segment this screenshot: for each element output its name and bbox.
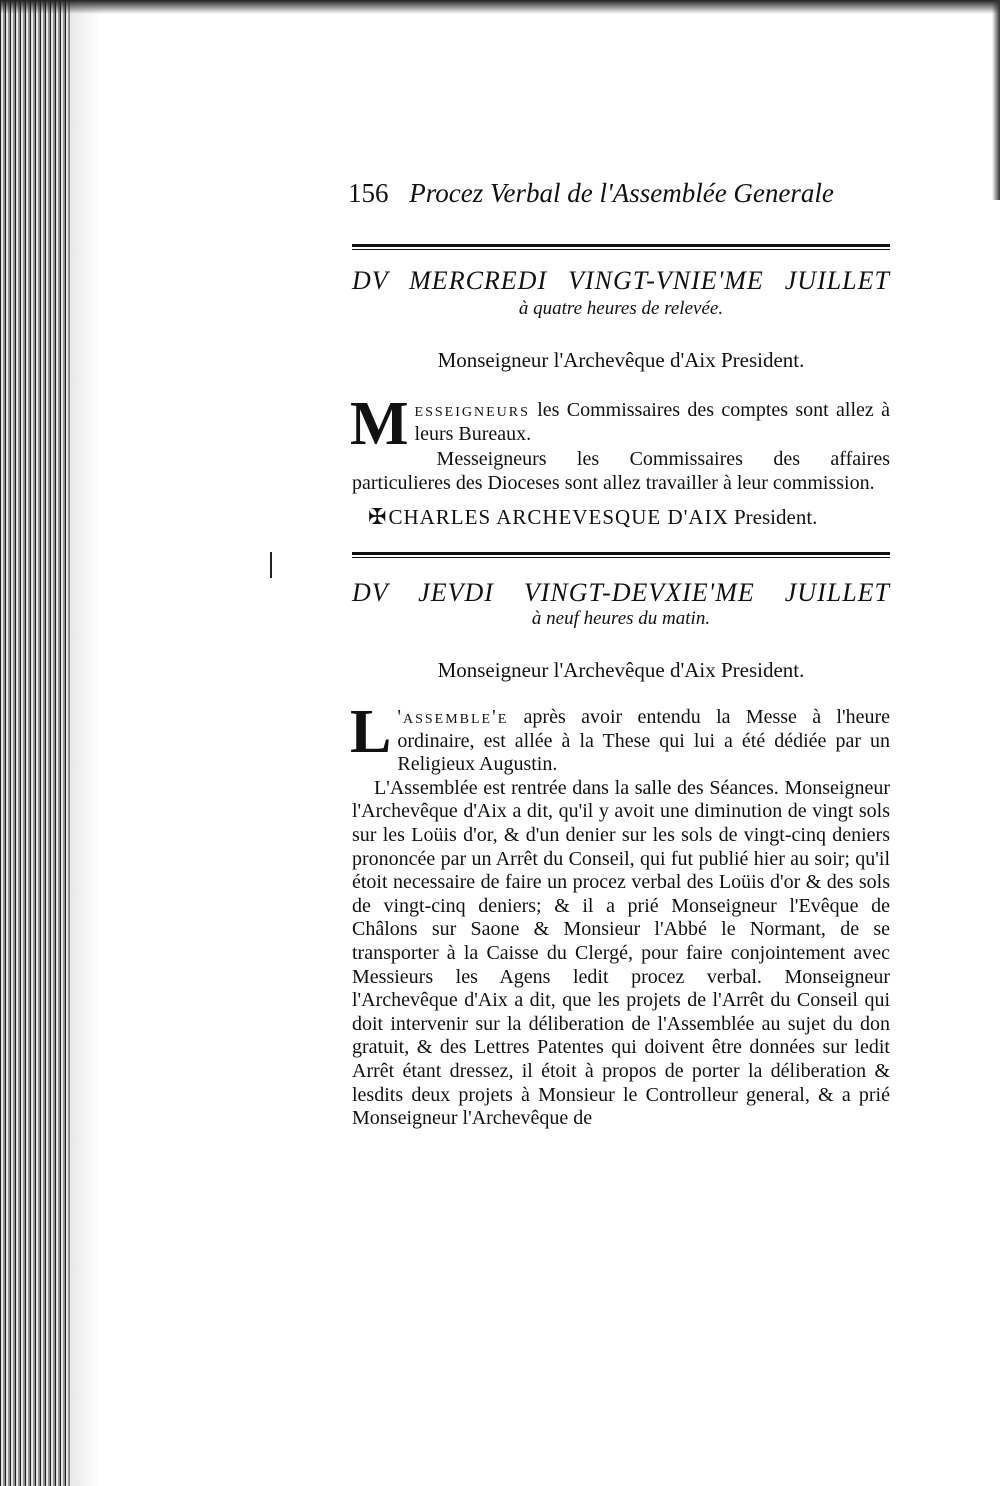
right-shadow	[992, 0, 1000, 200]
session1-body	[350, 390, 890, 495]
signature-title: President.	[728, 505, 818, 529]
session2-smallcaps-opening: 'assemble'e	[397, 706, 509, 728]
session2-paragraph-1-text: après avoir entendu la Messe à l'heure ordinaire, est allée à la These qui lui a été dédiée par un Religieux Augustin.	[397, 706, 890, 776]
session2-president: Monseigneur l'Archevêque d'Aix President.	[437, 658, 805, 682]
gutter-shadow	[70, 0, 100, 1486]
section-rule-1	[352, 244, 890, 247]
session2-paragraph-1	[350, 698, 890, 777]
dropcap-l: L	[350, 698, 392, 766]
session1-paragraph-2: Messeigneurs les Commissaires des affaires particulieres des Dioceses sont allez travailler à leur commission.	[352, 447, 890, 494]
book-page-edge	[0, 0, 70, 1486]
page-number: 156	[348, 178, 389, 208]
signature-name: CHARLES ARCHEVESQUE D'AIX	[388, 505, 729, 529]
cross-icon: ✠	[368, 504, 387, 529]
section-rule-2	[352, 552, 890, 555]
session1-paragraph-1	[350, 390, 890, 458]
session1-paragraph-1-text: les Commissaires des comptes sont allez à leurs Bureaux.	[414, 399, 890, 446]
session2-body	[350, 698, 890, 1131]
session2-time: à neuf heures du matin.	[531, 608, 711, 629]
running-title: Procez Verbal de l'Assemblée Generale	[409, 178, 834, 208]
session1-president: Monseigneur l'Archevêque d'Aix President.	[437, 348, 805, 372]
gutter-mark	[270, 552, 272, 578]
top-shadow	[0, 0, 1000, 14]
session1-time: à quatre heures de relevée.	[518, 298, 724, 319]
session1-signature	[368, 504, 888, 530]
session2-date-heading: DV JEVDI VINGT-DEVXIE'ME JUILLET	[352, 578, 890, 607]
session1-date-heading: DV MERCREDI VINGT-VNIE'ME JUILLET	[352, 266, 890, 295]
dropcap-m: M	[350, 390, 409, 458]
session2-paragraph-2: L'Assemblée est rentrée dans la salle des Séances. Monseigneur l'Archevêque d'Aix a dit, qu'il y avoit une diminution de vingt sols sur les Loüis d'or, & d'un denier sur les sols de vingt-cinq deniers prononcée par un Arrêt du Conseil, qui fut publié hier au soir; qu'il étoit necessaire de faire un procez verbal des Loüis d'or & des sols de vingt-cinq deniers; & il a prié Monseigneur l'Evêque de Châlons sur Saone & Monsieur l'Abbé le Normant, de se transporter à la Caisse du Clergé, pour faire conjointement avec Messieurs les Agens ledit procez verbal. Monseigneur l'Archevêque d'Aix a dit, que les projets de l'Arrêt du Conseil qui doit intervenir sur la déliberation de l'Assemblée au sujet du don gratuit, & des Lettres Patentes qui doivent être données sur ledit Arrêt étant dressez, il étoit à propos de porter la déliberation & lesdits deux projets à Monsieur le Controlleur general, & a prié Monseigneur l'Archevêque de	[352, 776, 890, 1130]
session1-smallcaps-opening: esseigneurs	[414, 399, 530, 421]
running-head	[348, 178, 878, 209]
